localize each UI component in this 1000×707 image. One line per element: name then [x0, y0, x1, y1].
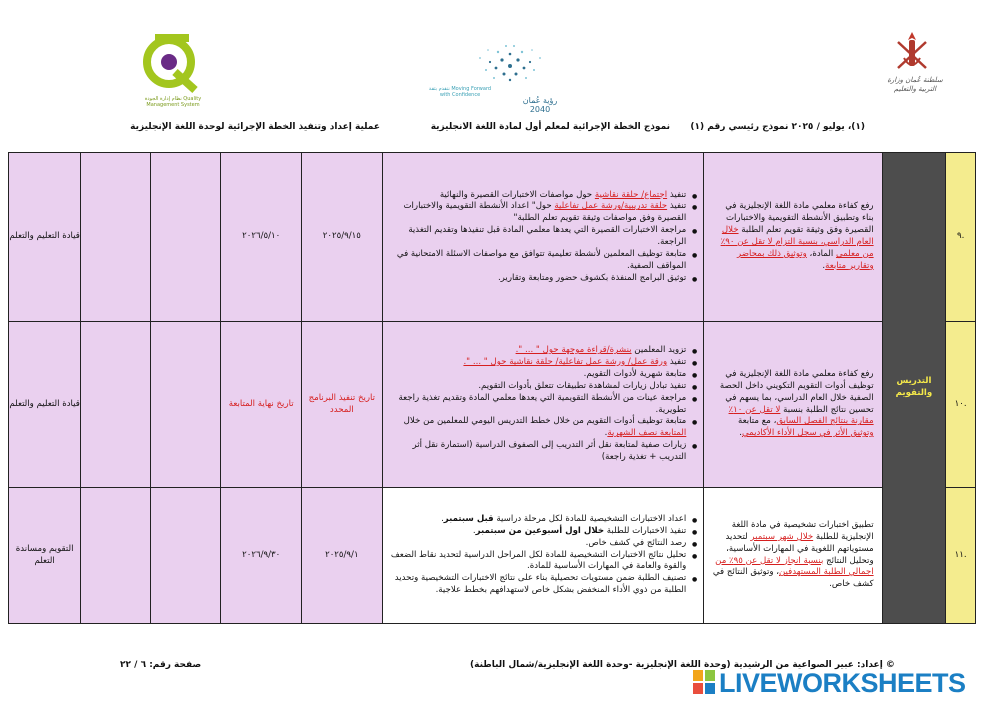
text-run: وتوثيق ذلك بمحاضر وتقارير متابعة [736, 248, 874, 271]
text-run: توثيق البرامج المنفذة بكشوف حضور ومتابعة وتقارير. [497, 272, 687, 283]
vision-slogan: نتقدم بثقة Moving Forward with Confidence [428, 86, 492, 98]
activity-item [389, 514, 698, 526]
text-run: قبل سبتمبر [443, 513, 494, 524]
activities-list [389, 514, 698, 597]
text-run: تحليل نتائج الاختبارات التشخيصية للمادة لكل المراحل الدراسية لتحديد نقاط الضعف والقوة والعامة في المهارات الأساسية للمادة. [390, 549, 687, 572]
qms-logo-text: نظام إدارة الجودة Quality Management System [144, 96, 202, 108]
text-run: تزويد المعلمين [631, 345, 687, 356]
goal-cell [704, 153, 882, 322]
liveworksheets-text: LIVEWORKSHEETS [719, 668, 966, 698]
text-run: اعداد الاختبارات التشخيصية للمادة لكل مرحلة دراسية [493, 513, 687, 524]
oman-emblem-icon [892, 28, 932, 74]
prepared-by: © إعداد: عبير الصواعية من الرشيدية (وحدة اللغة الإنجليزية -وحدة اللغة الإنجليزية/شمال الباطنة) [470, 660, 895, 670]
text-run: متابعة توظيف المعلمين لأنشطة تعليمية تتوافق مع مواصفات الاسئلة الامتحانية في المواقف الصفية. [396, 248, 687, 271]
activity-item [389, 381, 698, 393]
row-number: .١٠ [946, 322, 976, 488]
text-run: تنفيذ تبادل زيارات لمشاهدة تطبيقات تتعلق بأدوات التقويم. [478, 380, 687, 391]
model-date: (١)، يوليو / ٢٠٢٥ نموذج رئيسي رقم (١) [690, 122, 865, 132]
text-run: ، مع متابعة [738, 416, 777, 427]
responsible-cell: التقويم ومساندة التعلم [9, 488, 81, 624]
activities-cell [382, 322, 704, 488]
text-run: خلال اول أسبوعين من سبتمبر [475, 525, 605, 536]
activities-cell [382, 153, 704, 322]
text-run: رفع كفاءة معلمي مادة اللغة الإنجليزية في توظيف أدوات التقويم التكويني داخل الحصة الصفية خلال العام الدراسي، بما يسهم في تحسين نتائج الطلبة بنسبة [719, 368, 874, 415]
activity-item [389, 190, 698, 202]
empty-cell [81, 488, 151, 624]
empty-cell [81, 322, 151, 488]
plan-table [8, 152, 976, 624]
row-number: .١١ [946, 488, 976, 624]
table-row [9, 322, 976, 488]
activity-item [389, 440, 698, 464]
responsible-cell: قيادة التعليم والتعلم [9, 322, 81, 488]
text-run: بنسبة انجاز لا تقل عن ٩٥٪ من اجمالي الطلبة المستهدفين [715, 555, 874, 578]
text-run: مراجعة عينات من الأنشطة التقويمية التي يعدها معلمي المادة وتقديم تغذية راجعة تطويرية. [398, 392, 687, 415]
activity-item [389, 393, 698, 417]
text-run: حول" اعداد الأنشطة التقويمية والاختبارات القصيرة وفق مواصفات وثيقة تقويم تعلم الطلبة" [403, 201, 687, 224]
activity-item [389, 225, 698, 249]
text-run: رفع كفاءة معلمي مادة اللغة الإنجليزية في بناء وتطبيق الأنشطة التقويمية والاختبارات القصيرة وفق وثيقة تقويم تعلم الطلبة [725, 201, 874, 236]
goal-cell [704, 322, 882, 488]
liveworksheets-logo-icon [693, 670, 715, 694]
empty-cell [151, 488, 221, 624]
end-date-cell: ٢٠٢٦/٩/٣٠ [221, 488, 302, 624]
text-run: تنفيذ [667, 201, 687, 212]
row-number: .٩ [946, 153, 976, 322]
domain-area-cell: التدريس والتقويم [882, 153, 946, 624]
text-run: لتحديد مستوياتهم اللغوية في المهارات الأساسية، وتحليل النتائج [725, 531, 874, 566]
ministry-name: سلطنة عُمان وزارة التربية والتعليم [887, 76, 943, 94]
liveworksheets-watermark[interactable] [693, 668, 993, 698]
activity-item [389, 550, 698, 574]
activity-item [389, 249, 698, 273]
text-run: خلال شهر سبتمبر [750, 531, 814, 542]
text-run: تطبيق اختبارات تشخيصية في مادة اللغة الإنجليزية للطلبة [731, 519, 874, 542]
text-run: زيارات صفية لمتابعة نقل أثر التدريب إلى الصفوف الدراسية (استمارة نقل أثر التدريب + تغذية راجعة) [412, 440, 687, 462]
activity-item [389, 573, 698, 597]
text-run: . [604, 428, 608, 439]
start-date-cell: تاريخ تنفيذ البرنامج المحدد [302, 322, 383, 488]
text-run: ، وتوثيق النتائج في كشف خاص. [712, 567, 874, 590]
vision-title: رؤية عُمان 2040 [522, 96, 558, 114]
text-run: ورقة عمل/ ورشة عمل تفاعلية/ حلقة نقاشية حول " ... ". [463, 357, 668, 368]
text-run: حلقة تدريبية/ورشة عمل تفاعلية [554, 201, 668, 212]
activity-item [389, 273, 698, 285]
activity-item [389, 369, 698, 381]
end-date-cell: ٢٠٢٦/٥/١٠ [221, 153, 302, 322]
empty-cell [151, 322, 221, 488]
text-run: المتابعة نصف الشهرية [607, 428, 687, 439]
goal-cell [704, 488, 882, 624]
text-run: مراجعة الاختبارات القصيرة التي يعدها معلمي المادة قبل تنفيذها وتقديم التغذية الراجعة. [408, 225, 687, 247]
end-date-cell: تاريخ نهاية المتابعة [221, 322, 302, 488]
text-run: بنشرة/قراءة موجهة حول " ... ". [515, 345, 632, 356]
text-run: تنفيذ [667, 189, 687, 200]
process-title: عملية إعداد وتنفيذ الخطة الإجرائية لوحدة اللغة الإنجليزية [130, 122, 380, 132]
text-run: خلال العام الدراسي، بنسبة التزام لا تقل عن ٩٠٪ من معلمي [720, 225, 874, 259]
text-run: رصد النتائج في كشف خاص. [585, 537, 687, 548]
text-run: متابعة توظيف أدوات التقويم من خلال خطط التدريس اليومي للمعلمين من خلال [403, 416, 687, 427]
activities-cell [382, 488, 704, 624]
text-run: اجتماع/ حلقة نقاشية [594, 189, 668, 200]
table-row [9, 153, 976, 322]
text-run: . [441, 513, 444, 524]
empty-cell [81, 153, 151, 322]
text-run: تنفيذ [667, 357, 687, 368]
text-run: تصنيف الطلبة ضمن مستويات تحصيلية بناء على نتائج الاختبارات التشخيصية وتحديد الطلبة من ذوي الأداء المنخفض بشكل خاص لاستهدافهم بخطط علاجية. [394, 573, 687, 596]
text-run: متابعة شهرية لأدوات التقويم. [583, 368, 687, 379]
text-run: لا تقل عن ١٠٪ مقارنة بنتائج الفصل السابق [728, 404, 874, 427]
quality-management-logo-icon [135, 32, 205, 94]
text-run: المادة، [806, 248, 836, 259]
text-run: . [472, 525, 476, 536]
activity-item [389, 538, 698, 550]
text-run: حول مواصفات الاختبارات القصيرة والنهائية [439, 189, 595, 200]
text-run: وتوثيق الأثر في سجل الأداء الأكاديمي [741, 428, 874, 439]
text-run: . [739, 428, 742, 439]
responsible-cell: قيادة التعليم والتعلم [9, 153, 81, 322]
page-number: صفحة رقم: ٦ / ٢٢ [120, 660, 202, 670]
activity-item [389, 345, 698, 357]
table-row [9, 488, 976, 624]
activities-list [389, 190, 698, 285]
start-date-cell: ٢٠٢٥/٩/١ [302, 488, 383, 624]
text-run: تنفيذ الاختبارات للطلبة [604, 525, 687, 536]
page-header [0, 0, 1000, 150]
activities-list [389, 345, 698, 464]
activity-item [389, 201, 698, 225]
activity-item [389, 526, 698, 538]
text-run: . [822, 260, 826, 271]
empty-cell [151, 153, 221, 322]
activity-item [389, 357, 698, 369]
start-date-cell: ٢٠٢٥/٩/١٥ [302, 153, 383, 322]
model-title: نموذج الخطة الإجرائية لمعلم أول لمادة اللغة الانجليزية [430, 122, 670, 132]
activity-item [389, 416, 698, 440]
